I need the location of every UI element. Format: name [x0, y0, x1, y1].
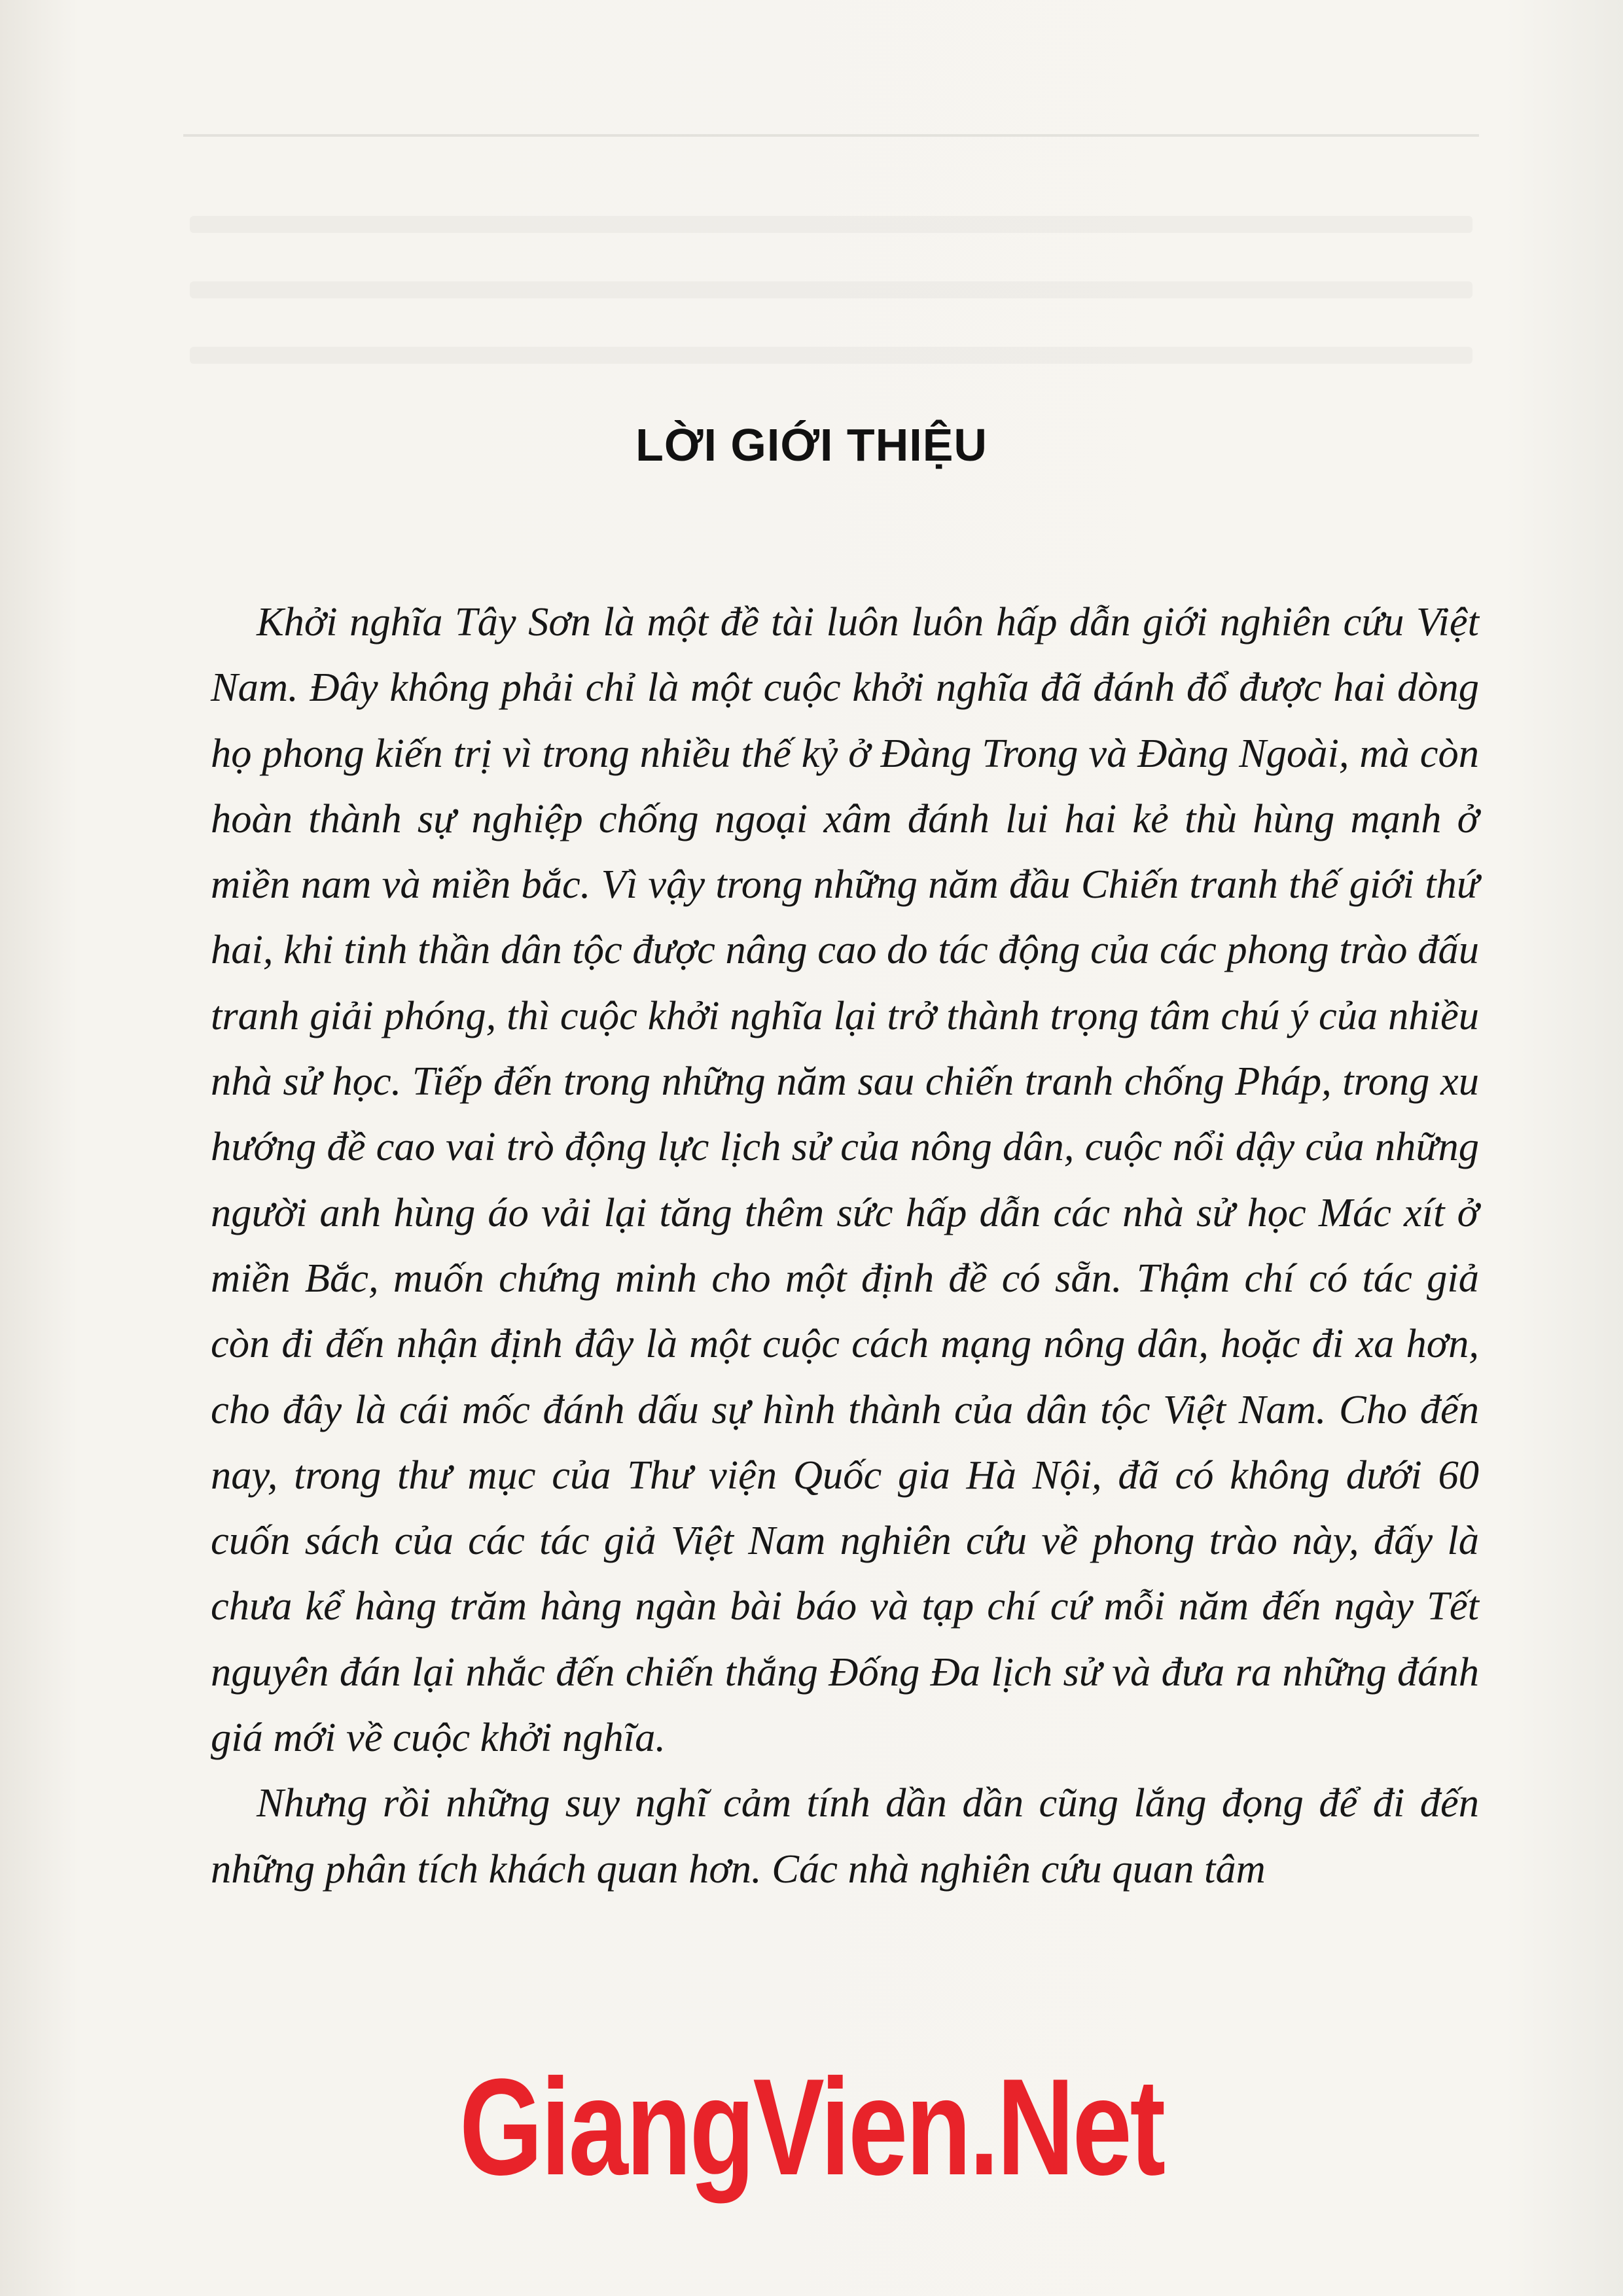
- bleed-through-header-rule: [183, 95, 1479, 137]
- page-title: LỜI GIỚI THIỆU: [635, 419, 988, 470]
- paragraph: Khởi nghĩa Tây Sơn là một đề tài luôn luôn hấp dẫn giới nghiên cứu Việt Nam. Đây không phải chỉ là một cuộc khởi nghĩa đã đánh đổ được hai dòng họ phong kiến trị vì trong nhiều thế kỷ ở Đàng Trong và Đàng Ngoài, mà còn hoàn thành sự nghiệp chống ngoại xâm đánh lui hai kẻ thù hùng mạnh ở miền nam và miền bắc. Vì vậy trong những năm đầu Chiến tranh thế giới thứ hai, khi tinh thần dân tộc được nâng cao do tác động của các phong trào đấu tranh giải phóng, thì cuộc khởi nghĩa lại trở thành trọng tâm chú ý của nhiều nhà sử học. Tiếp đến trong những năm sau chiến tranh chống Pháp, trong xu hướng đề cao vai trò động lực lịch sử của nông dân, cuộc nổi dậy của những người anh hùng áo vải lại tăng thêm sức hấp dẫn các nhà sử học Mác xít ở miền Bắc, muốn chứng minh cho một định đề có sẵn. Thậm chí có tác giả còn đi đến nhận định đây là một cuộc cách mạng nông dân, hoặc đi xa hơn, cho đây là cái mốc đánh dấu sự hình thành của dân tộc Việt Nam. Cho đến nay, trong thư mục của Thư viện Quốc gia Hà Nội, đã có không dưới 60 cuốn sách của các tác giả Việt Nam nghiên cứu về phong trào này, đấy là chưa kể hàng trăm hàng ngàn bài báo và tạp chí cứ mỗi năm đến ngày Tết nguyên đán lại nhắc đến chiến thắng Đống Đa lịch sử và đưa ra những đánh giá mới về cuộc khởi nghĩa.: [211, 599, 1479, 1761]
- bleed-through-line: [190, 216, 1472, 233]
- body-text: [211, 589, 1479, 1901]
- paragraph: Nhưng rồi những suy nghĩ cảm tính dần dần cũng lắng đọng để đi đến những phân tích khách quan hơn. Các nhà nghiên cứu quan tâm: [211, 1780, 1479, 1892]
- watermark-logo: GiangVien.Net: [459, 2050, 1164, 2204]
- bleed-through-line: [190, 281, 1472, 298]
- bleed-through-line: [190, 347, 1472, 364]
